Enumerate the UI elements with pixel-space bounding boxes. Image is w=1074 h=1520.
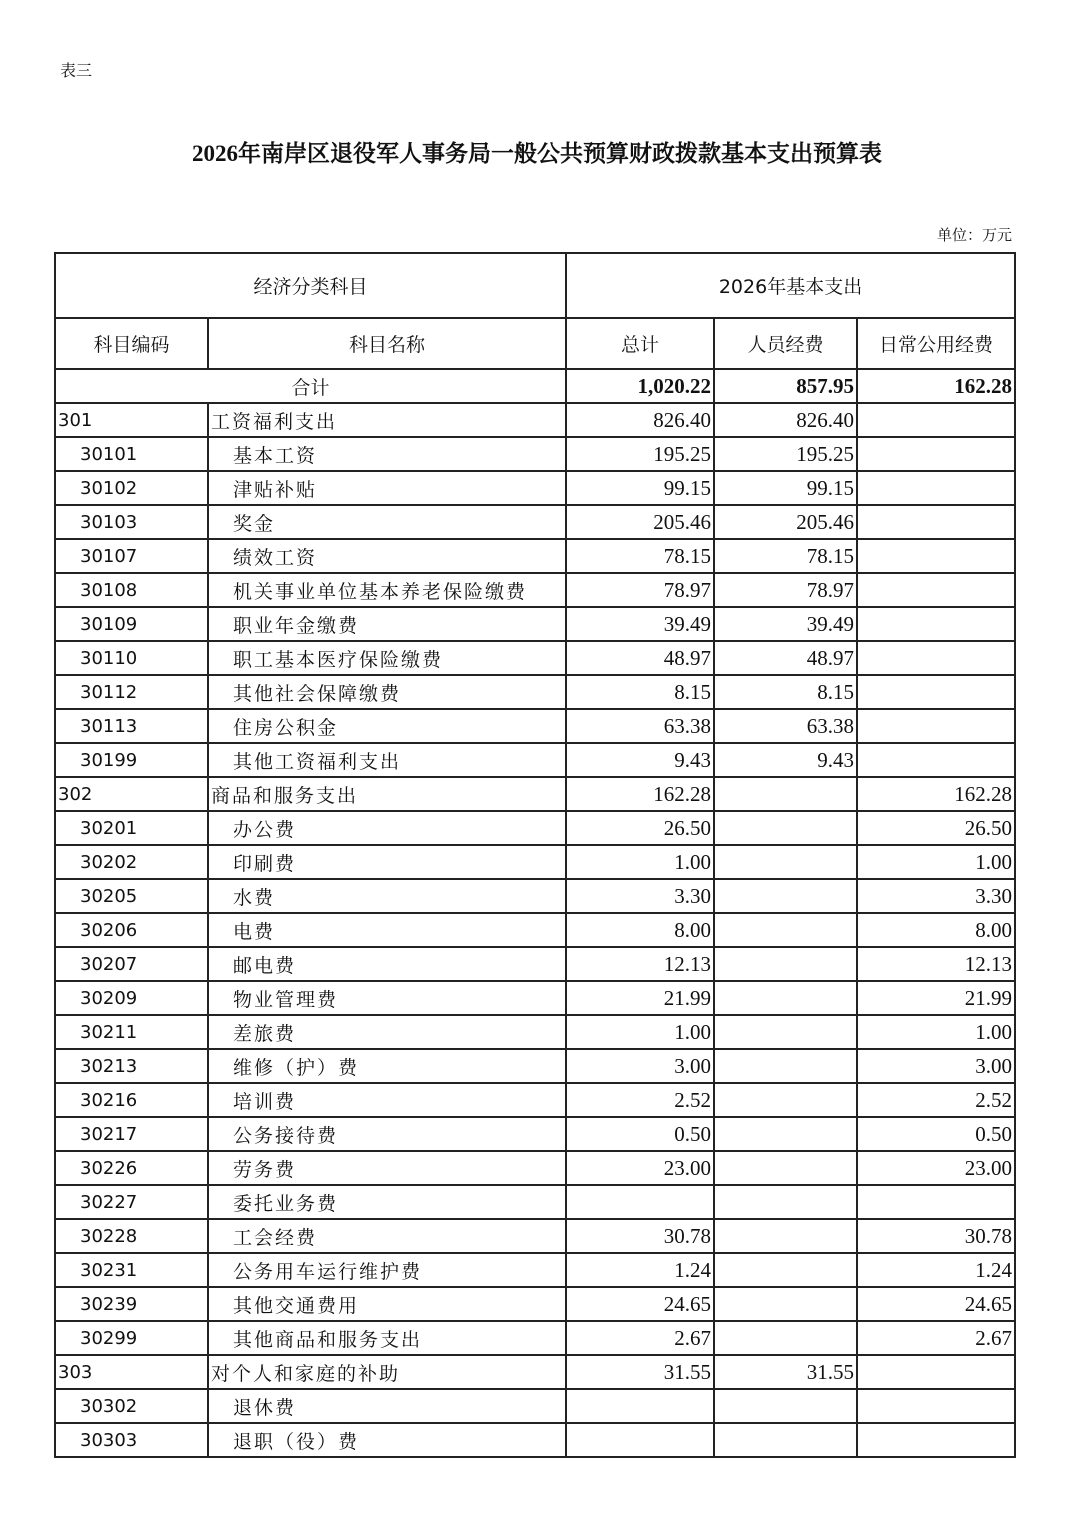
name-cell: 工会经费 xyxy=(208,1219,566,1253)
public-cell: 3.30 xyxy=(857,879,1015,913)
total-cell: 31.55 xyxy=(566,1355,714,1389)
public-cell xyxy=(857,607,1015,641)
name-cell: 劳务费 xyxy=(208,1151,566,1185)
code-cell: 30113 xyxy=(55,709,208,743)
personnel-cell xyxy=(714,1117,857,1151)
name-cell: 工资福利支出 xyxy=(208,403,566,437)
code-cell: 302 xyxy=(55,777,208,811)
code-cell: 30303 xyxy=(55,1423,208,1457)
header-name: 科目名称 xyxy=(208,318,566,369)
code-cell: 30213 xyxy=(55,1049,208,1083)
public-cell xyxy=(857,573,1015,607)
total-cell: 26.50 xyxy=(566,811,714,845)
table-row xyxy=(55,539,1015,573)
table-row xyxy=(55,573,1015,607)
total-cell: 8.15 xyxy=(566,675,714,709)
total-cell: 21.99 xyxy=(566,981,714,1015)
public-cell xyxy=(857,1423,1015,1457)
public-cell xyxy=(857,675,1015,709)
public-cell: 2.52 xyxy=(857,1083,1015,1117)
name-cell: 住房公积金 xyxy=(208,709,566,743)
page-title: 2026年南岸区退役军人事务局一般公共预算财政拨款基本支出预算表 xyxy=(192,141,882,166)
personnel-cell: 9.43 xyxy=(714,743,857,777)
total-public: 162.28 xyxy=(857,369,1015,403)
public-cell: 8.00 xyxy=(857,913,1015,947)
personnel-cell xyxy=(714,1253,857,1287)
name-cell: 津贴补贴 xyxy=(208,471,566,505)
name-cell: 办公费 xyxy=(208,811,566,845)
code-cell: 30109 xyxy=(55,607,208,641)
public-cell xyxy=(857,471,1015,505)
personnel-cell xyxy=(714,1389,857,1423)
total-cell: 8.00 xyxy=(566,913,714,947)
table-row xyxy=(55,777,1015,811)
table-row xyxy=(55,1185,1015,1219)
total-cell: 1.00 xyxy=(566,845,714,879)
table-row xyxy=(55,1389,1015,1423)
public-cell: 3.00 xyxy=(857,1049,1015,1083)
table-number-label: 表三 xyxy=(60,61,93,80)
public-cell: 23.00 xyxy=(857,1151,1015,1185)
table-row xyxy=(55,811,1015,845)
code-cell: 30217 xyxy=(55,1117,208,1151)
name-cell: 商品和服务支出 xyxy=(208,777,566,811)
code-cell: 30206 xyxy=(55,913,208,947)
total-cell: 39.49 xyxy=(566,607,714,641)
public-cell: 0.50 xyxy=(857,1117,1015,1151)
public-cell: 24.65 xyxy=(857,1287,1015,1321)
public-cell xyxy=(857,539,1015,573)
name-cell: 机关事业单位基本养老保险缴费 xyxy=(208,573,566,607)
code-cell: 301 xyxy=(55,403,208,437)
total-cell: 9.43 xyxy=(566,743,714,777)
name-cell: 其他工资福利支出 xyxy=(208,743,566,777)
public-cell xyxy=(857,403,1015,437)
name-cell: 退职（役）费 xyxy=(208,1423,566,1457)
total-cell xyxy=(566,1389,714,1423)
public-cell: 21.99 xyxy=(857,981,1015,1015)
name-cell: 维修（护）费 xyxy=(208,1049,566,1083)
public-cell: 12.13 xyxy=(857,947,1015,981)
table-row xyxy=(55,641,1015,675)
table-row xyxy=(55,1355,1015,1389)
code-cell: 30201 xyxy=(55,811,208,845)
unit-label: 单位：万元 xyxy=(936,226,1012,244)
code-cell: 30199 xyxy=(55,743,208,777)
name-cell: 差旅费 xyxy=(208,1015,566,1049)
personnel-cell: 48.97 xyxy=(714,641,857,675)
total-cell: 162.28 xyxy=(566,777,714,811)
table-row xyxy=(55,913,1015,947)
name-cell: 公务接待费 xyxy=(208,1117,566,1151)
total-cell: 30.78 xyxy=(566,1219,714,1253)
personnel-cell xyxy=(714,1015,857,1049)
total-cell: 78.15 xyxy=(566,539,714,573)
personnel-cell xyxy=(714,1151,857,1185)
table-row xyxy=(55,1219,1015,1253)
personnel-cell xyxy=(714,811,857,845)
personnel-cell: 78.97 xyxy=(714,573,857,607)
code-cell: 30103 xyxy=(55,505,208,539)
header-basic-expenditure: 2026年基本支出 xyxy=(566,253,1015,318)
personnel-cell: 826.40 xyxy=(714,403,857,437)
name-cell: 绩效工资 xyxy=(208,539,566,573)
code-cell: 30207 xyxy=(55,947,208,981)
name-cell: 委托业务费 xyxy=(208,1185,566,1219)
header-total: 总计 xyxy=(566,318,714,369)
personnel-cell: 31.55 xyxy=(714,1355,857,1389)
public-cell xyxy=(857,505,1015,539)
public-cell: 26.50 xyxy=(857,811,1015,845)
name-cell: 培训费 xyxy=(208,1083,566,1117)
table-row xyxy=(55,1423,1015,1457)
table-row xyxy=(55,675,1015,709)
code-cell: 30302 xyxy=(55,1389,208,1423)
name-cell: 其他社会保障缴费 xyxy=(208,675,566,709)
code-cell: 30110 xyxy=(55,641,208,675)
public-cell: 1.00 xyxy=(857,1015,1015,1049)
total-cell: 826.40 xyxy=(566,403,714,437)
personnel-cell: 63.38 xyxy=(714,709,857,743)
name-cell: 水费 xyxy=(208,879,566,913)
personnel-cell: 78.15 xyxy=(714,539,857,573)
public-cell xyxy=(857,743,1015,777)
total-cell: 63.38 xyxy=(566,709,714,743)
name-cell: 对个人和家庭的补助 xyxy=(208,1355,566,1389)
total-row xyxy=(55,369,1015,403)
total-cell: 3.00 xyxy=(566,1049,714,1083)
header-public: 日常公用经费 xyxy=(857,318,1015,369)
table-row xyxy=(55,437,1015,471)
code-cell: 30209 xyxy=(55,981,208,1015)
code-cell: 30112 xyxy=(55,675,208,709)
code-cell: 30239 xyxy=(55,1287,208,1321)
name-cell: 其他交通费用 xyxy=(208,1287,566,1321)
name-cell: 物业管理费 xyxy=(208,981,566,1015)
table-row xyxy=(55,1151,1015,1185)
total-cell: 24.65 xyxy=(566,1287,714,1321)
public-cell xyxy=(857,1389,1015,1423)
total-cell: 195.25 xyxy=(566,437,714,471)
total-cell: 3.30 xyxy=(566,879,714,913)
table-row xyxy=(55,879,1015,913)
name-cell: 印刷费 xyxy=(208,845,566,879)
name-cell: 职业年金缴费 xyxy=(208,607,566,641)
public-cell xyxy=(857,1185,1015,1219)
total-cell: 205.46 xyxy=(566,505,714,539)
table-row xyxy=(55,743,1015,777)
name-cell: 基本工资 xyxy=(208,437,566,471)
table-row xyxy=(55,981,1015,1015)
table-row xyxy=(55,505,1015,539)
table-row xyxy=(55,1015,1015,1049)
name-cell: 公务用车运行维护费 xyxy=(208,1253,566,1287)
public-cell xyxy=(857,641,1015,675)
table-row xyxy=(55,845,1015,879)
total-cell: 12.13 xyxy=(566,947,714,981)
personnel-cell xyxy=(714,1287,857,1321)
personnel-cell xyxy=(714,913,857,947)
total-cell: 99.15 xyxy=(566,471,714,505)
total-cell: 2.67 xyxy=(566,1321,714,1355)
code-cell: 30226 xyxy=(55,1151,208,1185)
personnel-cell xyxy=(714,1185,857,1219)
table-row xyxy=(55,471,1015,505)
total-cell: 2.52 xyxy=(566,1083,714,1117)
name-cell: 其他商品和服务支出 xyxy=(208,1321,566,1355)
table-row xyxy=(55,1287,1015,1321)
code-cell: 30231 xyxy=(55,1253,208,1287)
personnel-cell xyxy=(714,1219,857,1253)
table-row xyxy=(55,1049,1015,1083)
total-cell xyxy=(566,1423,714,1457)
header-code: 科目编码 xyxy=(55,318,208,369)
code-cell: 30102 xyxy=(55,471,208,505)
budget-table xyxy=(54,252,1016,1458)
code-cell: 30101 xyxy=(55,437,208,471)
personnel-cell: 39.49 xyxy=(714,607,857,641)
code-cell: 30202 xyxy=(55,845,208,879)
personnel-cell xyxy=(714,1083,857,1117)
public-cell: 162.28 xyxy=(857,777,1015,811)
name-cell: 奖金 xyxy=(208,505,566,539)
total-cell: 48.97 xyxy=(566,641,714,675)
total-label: 合计 xyxy=(55,369,566,403)
personnel-cell: 99.15 xyxy=(714,471,857,505)
total-cell: 1.24 xyxy=(566,1253,714,1287)
personnel-cell xyxy=(714,947,857,981)
personnel-cell xyxy=(714,981,857,1015)
table-row xyxy=(55,607,1015,641)
personnel-cell: 195.25 xyxy=(714,437,857,471)
total-personnel: 857.95 xyxy=(714,369,857,403)
code-cell: 30211 xyxy=(55,1015,208,1049)
name-cell: 职工基本医疗保险缴费 xyxy=(208,641,566,675)
code-cell: 30216 xyxy=(55,1083,208,1117)
table-row xyxy=(55,1083,1015,1117)
personnel-cell xyxy=(714,1423,857,1457)
code-cell: 30108 xyxy=(55,573,208,607)
code-cell: 30205 xyxy=(55,879,208,913)
name-cell: 退休费 xyxy=(208,1389,566,1423)
total-total: 1,020.22 xyxy=(566,369,714,403)
personnel-cell xyxy=(714,1049,857,1083)
code-cell: 30227 xyxy=(55,1185,208,1219)
total-cell: 23.00 xyxy=(566,1151,714,1185)
personnel-cell xyxy=(714,1321,857,1355)
personnel-cell: 205.46 xyxy=(714,505,857,539)
total-cell: 1.00 xyxy=(566,1015,714,1049)
table-row xyxy=(55,709,1015,743)
public-cell: 1.24 xyxy=(857,1253,1015,1287)
total-cell: 78.97 xyxy=(566,573,714,607)
public-cell: 2.67 xyxy=(857,1321,1015,1355)
personnel-cell: 8.15 xyxy=(714,675,857,709)
personnel-cell xyxy=(714,845,857,879)
name-cell: 邮电费 xyxy=(208,947,566,981)
table-row xyxy=(55,1253,1015,1287)
code-cell: 303 xyxy=(55,1355,208,1389)
table-row xyxy=(55,1321,1015,1355)
code-cell: 30228 xyxy=(55,1219,208,1253)
public-cell xyxy=(857,1355,1015,1389)
code-cell: 30107 xyxy=(55,539,208,573)
table-row xyxy=(55,947,1015,981)
name-cell: 电费 xyxy=(208,913,566,947)
personnel-cell xyxy=(714,777,857,811)
public-cell xyxy=(857,437,1015,471)
code-cell: 30299 xyxy=(55,1321,208,1355)
personnel-cell xyxy=(714,879,857,913)
public-cell xyxy=(857,709,1015,743)
header-personnel: 人员经费 xyxy=(714,318,857,369)
table-row xyxy=(55,403,1015,437)
header-economic-classification: 经济分类科目 xyxy=(55,253,566,318)
public-cell: 1.00 xyxy=(857,845,1015,879)
table-row xyxy=(55,1117,1015,1151)
total-cell xyxy=(566,1185,714,1219)
public-cell: 30.78 xyxy=(857,1219,1015,1253)
total-cell: 0.50 xyxy=(566,1117,714,1151)
